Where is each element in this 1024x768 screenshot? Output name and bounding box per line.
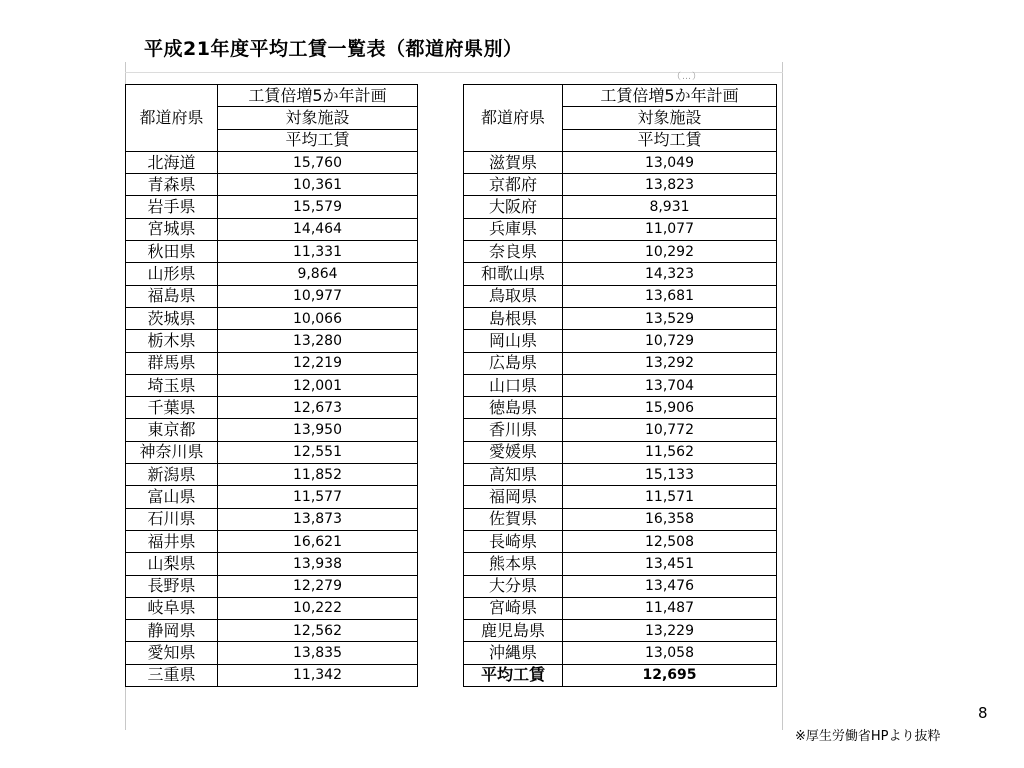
prefecture-name: 兵庫県	[464, 218, 563, 240]
prefecture-name: 大阪府	[464, 196, 563, 218]
average-wage-value: 13,950	[218, 419, 418, 441]
prefecture-name: 鹿児島県	[464, 620, 563, 642]
average-wage-value: 12,562	[218, 620, 418, 642]
header-row	[464, 85, 777, 107]
average-wage-value: 16,621	[218, 530, 418, 552]
wage-table-left	[125, 84, 418, 687]
average-wage-value: 10,977	[218, 285, 418, 307]
table-row	[464, 464, 777, 486]
table-row	[464, 441, 777, 463]
table-row	[464, 575, 777, 597]
table-row	[126, 486, 418, 508]
prefecture-name: 静岡県	[126, 620, 218, 642]
average-wage-value: 13,292	[563, 352, 777, 374]
table-row	[126, 174, 418, 196]
average-wage-value: 13,681	[563, 285, 777, 307]
prefecture-name: 東京都	[126, 419, 218, 441]
prefecture-name: 愛媛県	[464, 441, 563, 463]
table-row	[464, 374, 777, 396]
header-line1: 工賃倍増5か年計画	[563, 85, 777, 107]
table-row	[126, 575, 418, 597]
table-row	[126, 508, 418, 530]
average-wage-value: 12,508	[563, 530, 777, 552]
average-wage-value: 13,823	[563, 174, 777, 196]
faint-header-text: （…）	[672, 72, 703, 82]
average-wage-value: 11,852	[218, 464, 418, 486]
average-wage-value: 12,219	[218, 352, 418, 374]
average-wage-value: 10,066	[218, 307, 418, 329]
table-row	[126, 553, 418, 575]
prefecture-name: 千葉県	[126, 397, 218, 419]
average-wage-value: 12,279	[218, 575, 418, 597]
prefecture-name: 岩手県	[126, 196, 218, 218]
average-wage-value: 10,292	[563, 241, 777, 263]
table-row	[126, 263, 418, 285]
prefecture-name: 北海道	[126, 151, 218, 173]
prefecture-name: 佐賀県	[464, 508, 563, 530]
prefecture-name: 広島県	[464, 352, 563, 374]
prefecture-name: 埼玉県	[126, 374, 218, 396]
average-wage-value: 10,772	[563, 419, 777, 441]
prefecture-name: 山口県	[464, 374, 563, 396]
average-row	[464, 664, 777, 686]
prefecture-name: 長野県	[126, 575, 218, 597]
table-row	[126, 597, 418, 619]
prefecture-name: 石川県	[126, 508, 218, 530]
table-row	[464, 419, 777, 441]
table-row	[464, 642, 777, 664]
prefecture-name: 福井県	[126, 530, 218, 552]
average-wage-value: 13,058	[563, 642, 777, 664]
prefecture-name: 高知県	[464, 464, 563, 486]
average-wage-value: 13,280	[218, 330, 418, 352]
header-row	[126, 85, 418, 107]
prefecture-name: 鳥取県	[464, 285, 563, 307]
table-row	[464, 285, 777, 307]
average-wage-value: 13,529	[563, 307, 777, 329]
average-wage-value: 13,451	[563, 553, 777, 575]
average-wage-value: 11,077	[563, 218, 777, 240]
prefecture-name: 徳島県	[464, 397, 563, 419]
average-wage-value: 11,571	[563, 486, 777, 508]
table-row	[126, 285, 418, 307]
table-row	[126, 464, 418, 486]
prefecture-name: 三重県	[126, 664, 218, 686]
average-wage-value: 13,704	[563, 374, 777, 396]
average-wage-value: 13,873	[218, 508, 418, 530]
average-wage-value: 11,331	[218, 241, 418, 263]
average-wage-value: 13,938	[218, 553, 418, 575]
prefecture-name: 香川県	[464, 419, 563, 441]
table-row	[126, 151, 418, 173]
table-row	[464, 620, 777, 642]
average-wage-value: 11,487	[563, 597, 777, 619]
average-wage-value: 11,342	[218, 664, 418, 686]
table-row	[464, 508, 777, 530]
prefecture-name: 茨城県	[126, 307, 218, 329]
table-row	[126, 307, 418, 329]
prefecture-name: 宮崎県	[464, 597, 563, 619]
table-row	[126, 530, 418, 552]
table-row	[464, 218, 777, 240]
table-row	[126, 397, 418, 419]
average-wage-value: 13,476	[563, 575, 777, 597]
prefecture-name: 滋賀県	[464, 151, 563, 173]
average-wage-value: 15,133	[563, 464, 777, 486]
average-wage-value: 9,864	[218, 263, 418, 285]
table-row	[126, 196, 418, 218]
table-row	[464, 397, 777, 419]
header-line3: 平均工賃	[218, 129, 418, 151]
table-row	[464, 530, 777, 552]
table-row	[464, 241, 777, 263]
prefecture-name: 宮城県	[126, 218, 218, 240]
prefecture-name: 山形県	[126, 263, 218, 285]
table-row	[126, 218, 418, 240]
table-row	[464, 553, 777, 575]
prefecture-name: 大分県	[464, 575, 563, 597]
table-row	[464, 486, 777, 508]
prefecture-name: 福島県	[126, 285, 218, 307]
sheet-edge-right	[782, 62, 783, 730]
table-row	[464, 196, 777, 218]
page-title: 平成21年度平均工賃一覧表（都道府県別）	[144, 38, 523, 60]
header-pref-col: 都道府県	[126, 85, 218, 152]
wage-table-right	[463, 84, 777, 687]
average-wage-value: 12,673	[218, 397, 418, 419]
prefecture-name: 和歌山県	[464, 263, 563, 285]
prefecture-name: 富山県	[126, 486, 218, 508]
average-wage-value: 10,361	[218, 174, 418, 196]
right-table-body	[464, 151, 777, 686]
table-row	[464, 597, 777, 619]
average-wage-value: 11,577	[218, 486, 418, 508]
table-row	[126, 642, 418, 664]
average-wage-value: 15,760	[218, 151, 418, 173]
prefecture-name: 青森県	[126, 174, 218, 196]
table-row	[126, 374, 418, 396]
table-row	[126, 241, 418, 263]
average-wage-value: 13,229	[563, 620, 777, 642]
left-table-body	[126, 151, 418, 686]
prefecture-name: 島根県	[464, 307, 563, 329]
source-note: ※厚生労働省HPより抜粋	[795, 729, 941, 744]
table-row	[464, 307, 777, 329]
average-value: 12,695	[563, 664, 777, 686]
prefecture-name: 神奈川県	[126, 441, 218, 463]
table-row	[464, 151, 777, 173]
header-line3: 平均工賃	[563, 129, 777, 151]
prefecture-name: 新潟県	[126, 464, 218, 486]
prefecture-name: 山梨県	[126, 553, 218, 575]
header-line2: 対象施設	[563, 107, 777, 129]
average-wage-value: 14,464	[218, 218, 418, 240]
table-row	[126, 620, 418, 642]
table-row	[464, 352, 777, 374]
header-pref-col: 都道府県	[464, 85, 563, 152]
table-row	[126, 441, 418, 463]
table-row	[126, 664, 418, 686]
table-row	[126, 419, 418, 441]
average-wage-value: 12,001	[218, 374, 418, 396]
header-line1: 工賃倍増5か年計画	[218, 85, 418, 107]
header-line2: 対象施設	[218, 107, 418, 129]
prefecture-name: 福岡県	[464, 486, 563, 508]
average-wage-value: 14,323	[563, 263, 777, 285]
table-row	[126, 330, 418, 352]
table-row	[126, 352, 418, 374]
prefecture-name: 沖縄県	[464, 642, 563, 664]
average-wage-value: 10,222	[218, 597, 418, 619]
average-wage-value: 13,835	[218, 642, 418, 664]
prefecture-name: 長崎県	[464, 530, 563, 552]
prefecture-name: 岐阜県	[126, 597, 218, 619]
page-number: 8	[978, 704, 988, 722]
average-wage-value: 15,906	[563, 397, 777, 419]
prefecture-name: 京都府	[464, 174, 563, 196]
prefecture-name: 奈良県	[464, 241, 563, 263]
average-wage-value: 11,562	[563, 441, 777, 463]
prefecture-name: 群馬県	[126, 352, 218, 374]
average-wage-value: 10,729	[563, 330, 777, 352]
prefecture-name: 愛知県	[126, 642, 218, 664]
prefecture-name: 熊本県	[464, 553, 563, 575]
average-wage-value: 8,931	[563, 196, 777, 218]
prefecture-name: 秋田県	[126, 241, 218, 263]
average-label: 平均工賃	[464, 664, 563, 686]
average-wage-value: 16,358	[563, 508, 777, 530]
prefecture-name: 栃木県	[126, 330, 218, 352]
table-row	[464, 174, 777, 196]
average-wage-value: 12,551	[218, 441, 418, 463]
average-wage-value: 13,049	[563, 151, 777, 173]
average-wage-value: 15,579	[218, 196, 418, 218]
prefecture-name: 岡山県	[464, 330, 563, 352]
table-row	[464, 330, 777, 352]
table-row	[464, 263, 777, 285]
